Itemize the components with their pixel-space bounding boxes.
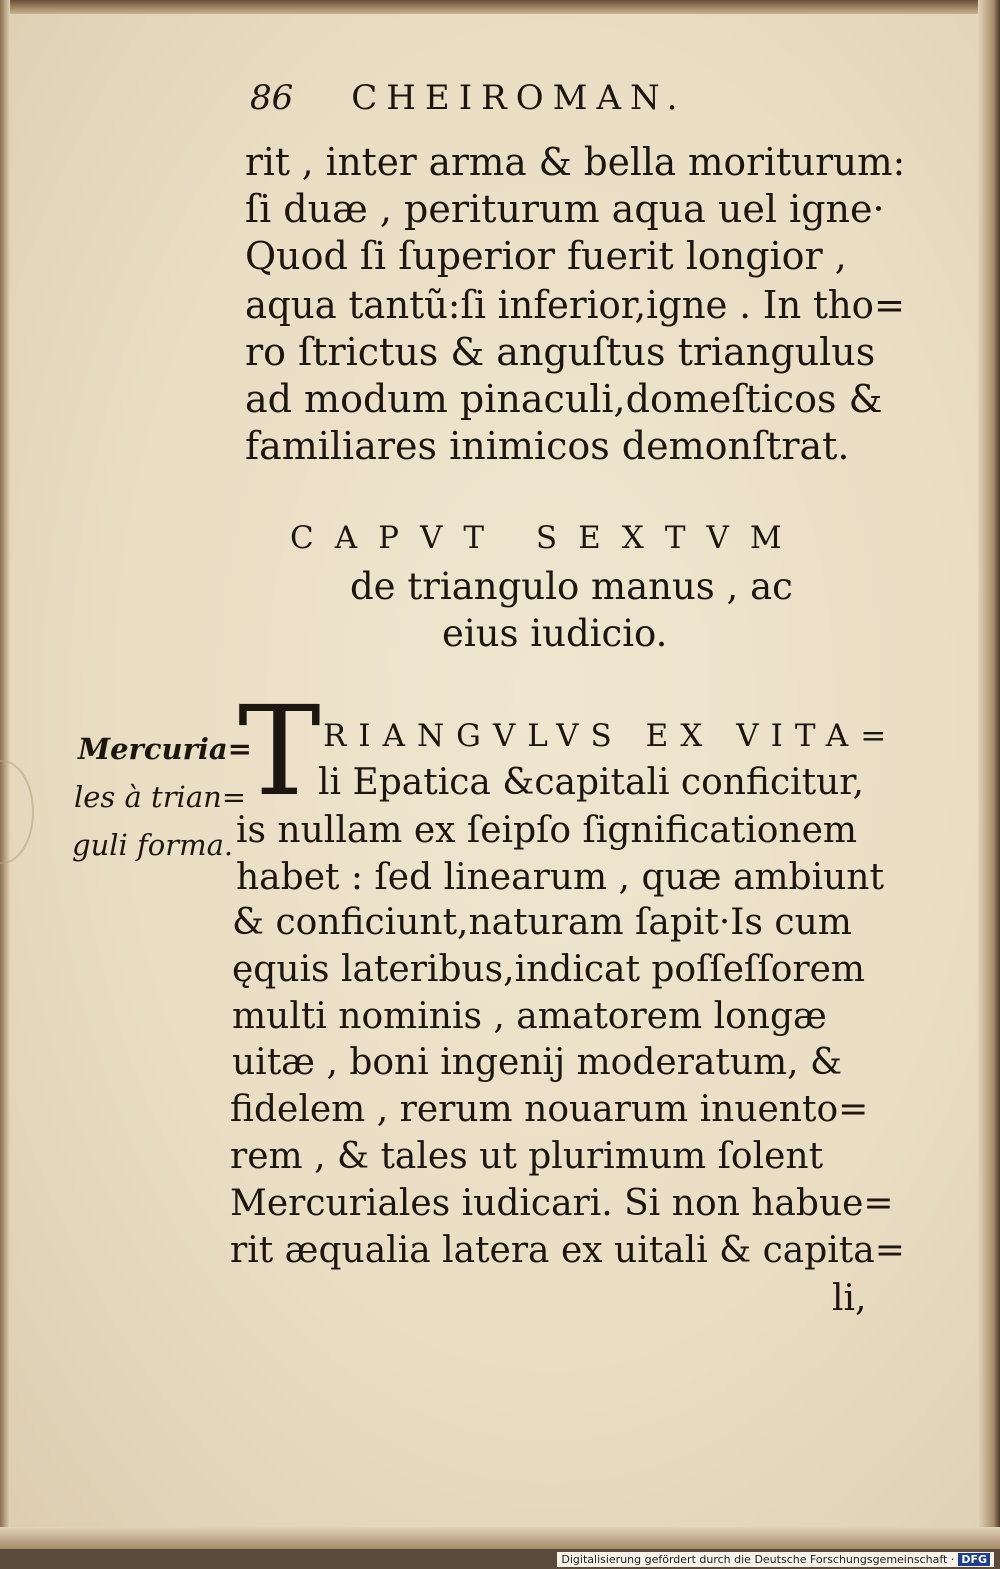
- digitization-credit: [557, 1552, 994, 1567]
- text-line: Quod ſi ſuperior fuerit longior ,: [245, 234, 847, 278]
- body-line: multi nominis , amatorem longæ: [232, 996, 827, 1037]
- page-bottom-edge: [0, 1527, 1000, 1549]
- text-line: aqua tantũ:ſi inferior,igne . In tho=: [245, 283, 905, 327]
- margin-note-line: guli forma.: [72, 828, 234, 862]
- drop-cap: T: [238, 680, 321, 824]
- body-second-line: li Epatica &capitali conficitur,: [318, 762, 864, 803]
- binding-clasp-mark: [0, 760, 34, 864]
- running-header: [250, 78, 686, 118]
- page-top-edge: [0, 0, 1000, 14]
- body-line: ęquis lateribus,indicat poſſeſſorem: [232, 949, 866, 990]
- page-number: 86: [250, 78, 294, 118]
- catchword: li,: [832, 1278, 867, 1319]
- text-line: rit , inter arma & bella moriturum:: [245, 140, 906, 184]
- body-line: habet : ſed linearum , quæ ambiunt: [236, 857, 884, 898]
- body-line: rem , & tales ut plurimum ſolent: [230, 1136, 824, 1177]
- margin-note-line: les à trian=: [74, 780, 247, 814]
- body-line: rit æqualia latera ex uitali & capita=: [230, 1230, 905, 1271]
- text-line: ad modum pinaculi,domeſticos &: [245, 377, 883, 421]
- page-right-edge: [978, 0, 1000, 1549]
- body-line: is nullam ex ſeipſo ſignificationem: [236, 810, 858, 851]
- text-line: ro ſtrictus & anguſtus triangulus: [245, 330, 876, 374]
- body-line: & conficiunt,naturam ſapit·Is cum: [232, 902, 852, 943]
- body-line: Mercuriales iudicari. Si non habue=: [230, 1183, 894, 1224]
- dfg-logo: DFG: [958, 1553, 990, 1566]
- chapter-subtitle: eius iudicio.: [442, 612, 668, 655]
- credit-text: Digitalisierung gefördert durch die Deutsche Forschungsgemeinschaft ·: [561, 1553, 955, 1566]
- chapter-subtitle: de triangulo manus , ac: [350, 565, 793, 608]
- text-line: familiares inimicos demonſtrat.: [245, 424, 850, 468]
- body-line: uitæ , boni ingenij moderatum, &: [232, 1042, 843, 1083]
- running-title: CHEIROMAN.: [351, 78, 687, 118]
- chapter-heading: CAPVT SEXTVM: [290, 520, 803, 556]
- body-first-line: RIANGVLVS EX VITA=: [323, 718, 899, 754]
- body-line: fidelem , rerum nouarum inuento=: [230, 1089, 869, 1130]
- margin-note-line: Mercuria=: [78, 732, 252, 766]
- text-line: ſi duæ , periturum aqua uel igne·: [245, 187, 885, 231]
